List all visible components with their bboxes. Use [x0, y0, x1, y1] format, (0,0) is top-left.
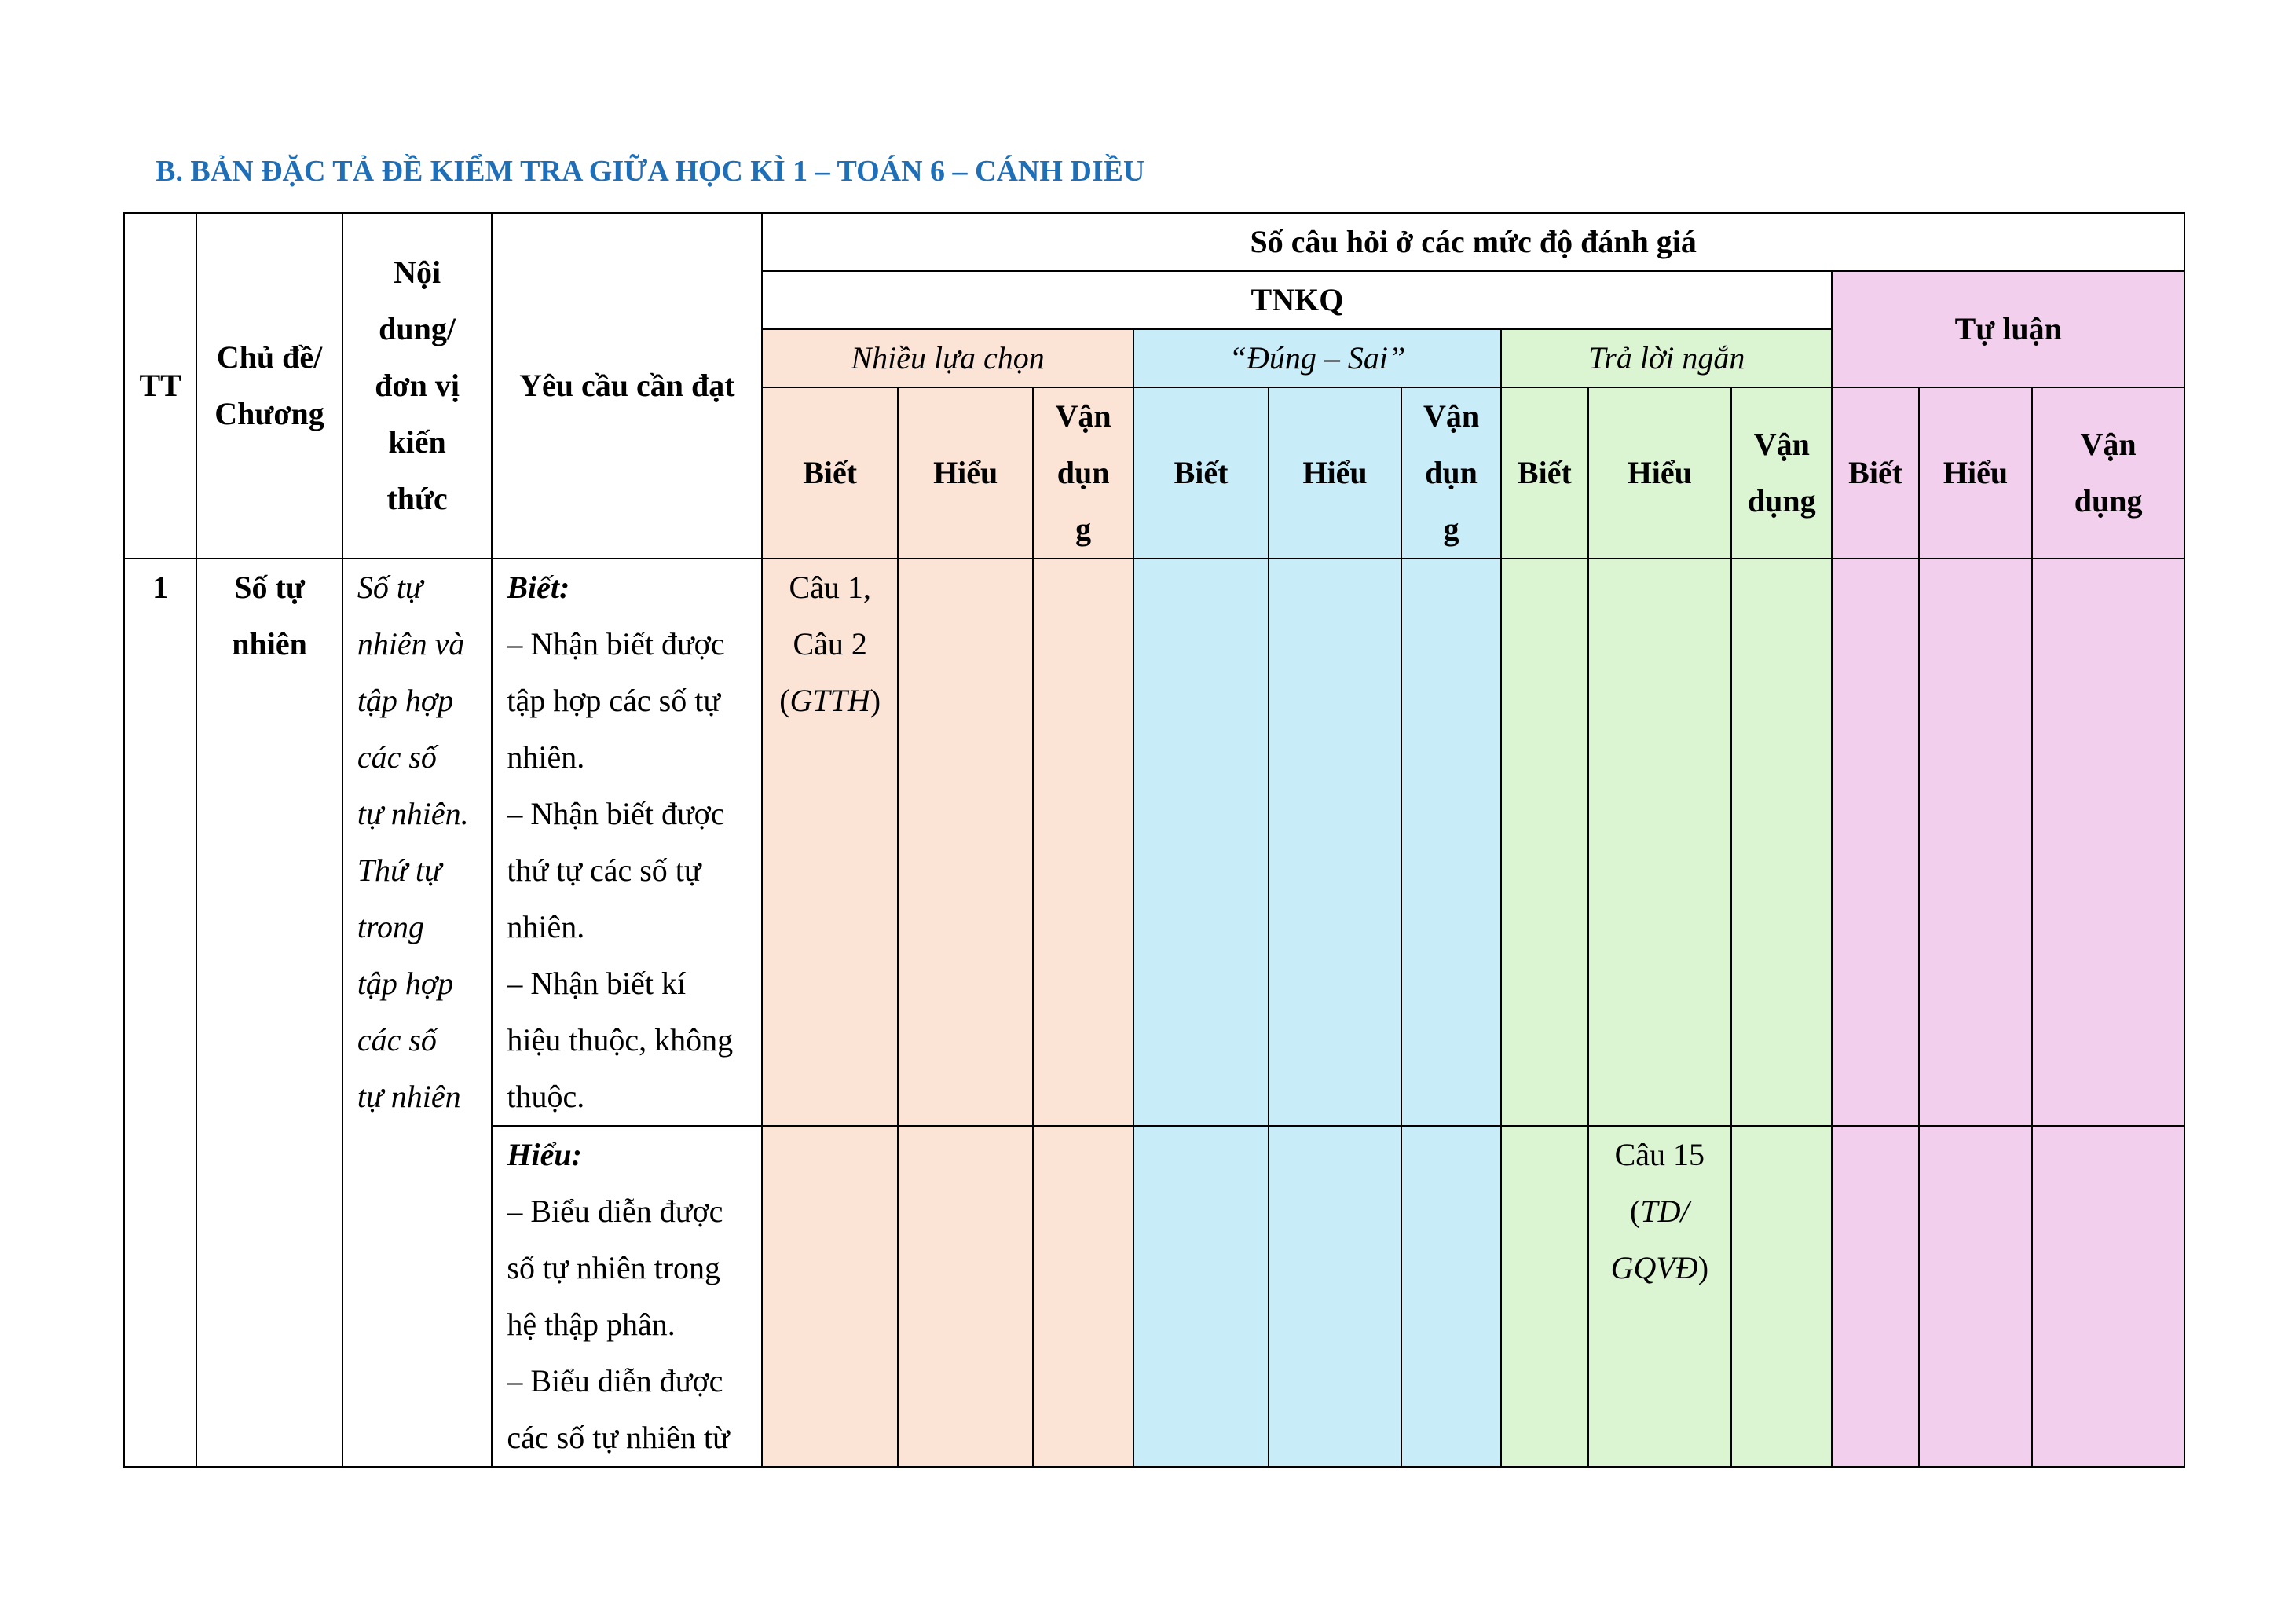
row-noi-dung-line: Số tự — [357, 570, 423, 605]
header-so-cau-hoi: Số câu hỏi ở các mức độ đánh giá — [762, 213, 2184, 271]
requirement-line: hiệu thuộc, không — [507, 1022, 734, 1058]
question-code-text: GQVĐ — [1610, 1250, 1698, 1285]
row-noi-dung-line: Thứ tự — [357, 852, 441, 888]
question-ref: Câu 15 — [1614, 1137, 1705, 1172]
question-code-text: GTTH — [789, 683, 870, 718]
row-noi-dung-line: các số — [357, 1022, 437, 1058]
cell-tl-hieu — [1588, 1126, 1732, 1467]
requirement-biet — [492, 559, 762, 1126]
cell-tu-hieu — [1919, 1126, 2032, 1467]
header-tu-hieu: Hiểu — [1919, 387, 2032, 559]
header-van-dung-line: dụn — [1056, 455, 1110, 490]
row-noi-dung-line: tự nhiên. — [357, 796, 469, 831]
header-van-dung-line: Vận — [1055, 398, 1111, 434]
row-noi-dung-line: nhiên và — [357, 626, 465, 662]
requirement-label: Biết: — [507, 570, 570, 605]
row-chu-de-line: nhiên — [232, 626, 307, 662]
row-noi-dung-line: các số — [357, 739, 437, 775]
header-van-dung-line: g — [1075, 511, 1092, 547]
header-van-dung-line: Vận — [1753, 427, 1810, 462]
header-noi-dung-line: Nội — [394, 255, 441, 290]
requirement-line: thuộc. — [507, 1079, 585, 1114]
cell-ds-hieu — [1269, 559, 1401, 1126]
header-mc-van-dung — [1033, 387, 1133, 559]
row-noi-dung-line: tập hợp — [357, 966, 454, 1001]
header-tnkq: TNKQ — [762, 271, 1832, 329]
header-tu-van-dung — [2032, 387, 2184, 559]
header-tl-hieu: Hiểu — [1588, 387, 1732, 559]
specification-table — [123, 212, 2185, 1468]
cell-mc-biet — [762, 559, 898, 1126]
header-chu-de — [196, 213, 342, 559]
header-tl-biet: Biết — [1501, 387, 1587, 559]
header-tu-biet: Biết — [1832, 387, 1918, 559]
cell-tl-van-dung — [1731, 559, 1832, 1126]
requirement-line: – Nhận biết được — [507, 626, 725, 662]
question-code-text: TD/ — [1640, 1193, 1690, 1229]
header-dung-sai: “Đúng – Sai” — [1133, 329, 1501, 387]
requirement-line: – Nhận biết được — [507, 796, 725, 831]
requirement-label: Hiểu: — [507, 1137, 582, 1172]
header-tra-loi-ngan: Trả lời ngắn — [1501, 329, 1832, 387]
header-van-dung-line: dụng — [2074, 483, 2143, 519]
question-ref: Câu 1, — [789, 570, 871, 605]
header-tu-luan: Tự luận — [1832, 271, 2184, 387]
question-code: (TD/ — [1630, 1193, 1690, 1229]
cell-ds-biet — [1133, 559, 1269, 1126]
header-chu-de-line: Chủ đề/ — [216, 339, 323, 375]
header-yeu-cau: Yêu cầu cần đạt — [492, 213, 762, 559]
header-chu-de-line: Chương — [214, 396, 324, 431]
row-noi-dung-line: tự nhiên — [357, 1079, 461, 1114]
row-tt: 1 — [124, 559, 196, 1467]
cell-tu-biet — [1832, 559, 1918, 1126]
cell-tu-biet — [1832, 1126, 1918, 1467]
cell-ds-van-dung — [1401, 1126, 1501, 1467]
cell-tu-van-dung — [2032, 1126, 2184, 1467]
header-mc-biet: Biết — [762, 387, 898, 559]
header-van-dung-line: g — [1443, 511, 1459, 547]
cell-tu-van-dung — [2032, 559, 2184, 1126]
question-ref: Câu 2 — [793, 626, 867, 662]
question-code: (GTTH) — [779, 683, 881, 718]
cell-ds-hieu — [1269, 1126, 1401, 1467]
cell-tl-biet — [1501, 559, 1587, 1126]
table-row — [124, 559, 2184, 1126]
requirement-line: tập hợp các số tự — [507, 683, 721, 718]
cell-mc-van-dung — [1033, 559, 1133, 1126]
cell-tu-hieu — [1919, 559, 2032, 1126]
cell-ds-biet — [1133, 1126, 1269, 1467]
cell-tl-hieu — [1588, 559, 1732, 1126]
page-title: B. BẢN ĐẶC TẢ ĐỀ KIỂM TRA GIỮA HỌC KÌ 1 – TOÁN 6 – CÁNH DIỀU — [156, 155, 1145, 188]
cell-tl-biet — [1501, 1126, 1587, 1467]
cell-mc-hieu — [898, 559, 1034, 1126]
question-code: GQVĐ) — [1610, 1250, 1709, 1285]
header-ds-van-dung — [1401, 387, 1501, 559]
header-noi-dung-line: kiến — [388, 424, 446, 460]
cell-ds-van-dung — [1401, 559, 1501, 1126]
row-chu-de — [196, 559, 342, 1467]
row-noi-dung-line: trong — [357, 909, 425, 944]
header-noi-dung — [342, 213, 493, 559]
row-noi-dung-line: tập hợp — [357, 683, 454, 718]
header-nhieu-lua-chon: Nhiều lựa chọn — [762, 329, 1133, 387]
requirement-hieu — [492, 1126, 762, 1467]
requirement-line: hệ thập phân. — [507, 1307, 676, 1342]
requirement-line: – Biểu diễn được — [507, 1363, 723, 1399]
header-noi-dung-line: thức — [386, 481, 448, 516]
cell-mc-biet — [762, 1126, 898, 1467]
row-chu-de-line: Số tự — [234, 570, 305, 605]
requirement-line: – Nhận biết kí — [507, 966, 687, 1001]
header-noi-dung-line: dung/ — [379, 311, 456, 346]
cell-tl-van-dung — [1731, 1126, 1832, 1467]
header-van-dung-line: dụng — [1747, 483, 1816, 519]
requirement-line: số tự nhiên trong — [507, 1250, 721, 1285]
requirement-line: nhiên. — [507, 909, 585, 944]
header-ds-hieu: Hiểu — [1269, 387, 1401, 559]
header-ds-biet: Biết — [1133, 387, 1269, 559]
header-van-dung-line: Vận — [1423, 398, 1480, 434]
row-noi-dung — [342, 559, 493, 1467]
requirement-line: thứ tự các số tự — [507, 852, 701, 888]
requirement-line: các số tự nhiên từ — [507, 1420, 730, 1455]
header-van-dung-line: Vận — [2080, 427, 2137, 462]
header-mc-hieu: Hiểu — [898, 387, 1034, 559]
cell-mc-hieu — [898, 1126, 1034, 1467]
requirement-line: nhiên. — [507, 739, 585, 775]
header-tt: TT — [124, 213, 196, 559]
cell-mc-van-dung — [1033, 1126, 1133, 1467]
header-van-dung-line: dụn — [1425, 455, 1478, 490]
header-noi-dung-line: đơn vị — [375, 368, 460, 403]
requirement-line: – Biểu diễn được — [507, 1193, 723, 1229]
header-tl-van-dung — [1731, 387, 1832, 559]
